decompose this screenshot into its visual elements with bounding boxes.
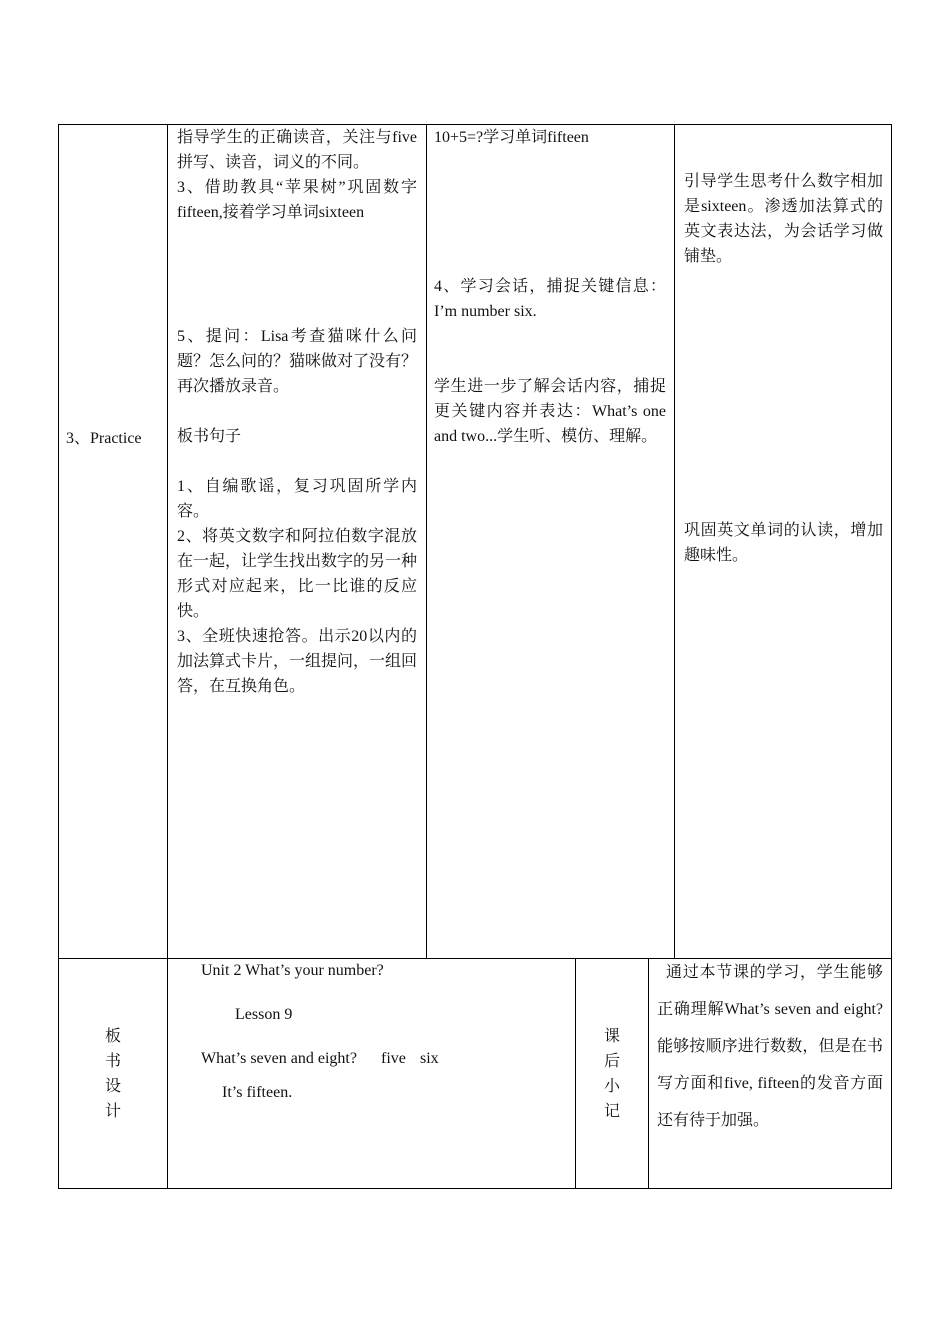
table-right-border [891,124,892,1189]
teacher-activity-song: 1、自编歌谣，复习巩固所学内容。 [177,478,417,520]
board-design-label [103,1024,123,1124]
column-divider-board [575,958,576,1189]
notes-label-char: 课 [603,1028,620,1045]
notes-label-char: 记 [603,1103,620,1120]
board-label-char: 设 [104,1078,121,1095]
board-label-char: 书 [104,1053,121,1070]
board-word-five: five [381,1050,406,1067]
board-lesson-title: Lesson 9 [235,1006,293,1023]
column-divider-teacher [426,124,427,959]
board-unit-title: Unit 2 What’s your number? [201,962,384,979]
notes-label-char: 小 [603,1078,620,1095]
board-answer: It’s fifteen. [222,1084,293,1101]
teacher-activity-1: 指导学生的正确读音，关注与five拼写、读音，词义的不同。 3、借助教具“苹果树”巩固数字fifteen,接着学习单词sixteen [177,125,417,225]
board-question: What’s seven and eight? [201,1050,357,1067]
student-activity-1: 10+5=?学习单词fifteen [434,129,589,146]
student-activity-2: 4、学习会话，捕捉关键信息：I’m number six. [434,278,666,320]
design-intent-2: 巩固英文单词的认读，增加趣味性。 [684,522,883,564]
student-activity-3: 学生进一步了解会话内容，捕捉更关键内容并表达：What’s one and two...学生听、模仿、理解。 [434,378,666,445]
board-word-six: six [420,1050,439,1067]
post-lesson-notes [657,954,883,1139]
board-label-char: 计 [104,1103,121,1120]
teacher-activity-quiz: 3、全班快速抢答。出示20以内的加法算式卡片，一组提问，一组回答，在互换角色。 [177,628,418,695]
teacher-activity-matching: 2、将英文数字和阿拉伯数字混放在一起，让学生找出数字的另一种形式对应起来，比一比谁的反应快。 [177,528,418,620]
stage-label [66,426,166,451]
column-divider-student [674,124,675,959]
column-divider-stage [167,124,168,1189]
teacher-activity-practice-list [177,474,417,699]
stage-label-text: 3、Practice [66,430,142,447]
table-bottom-border [58,1188,892,1189]
notes-label-char: 后 [603,1053,620,1070]
table-left-border [58,124,59,1189]
notes-label [602,1024,622,1124]
teacher-activity-3: 5、提问：Lisa考查猫咪什么问题？怎么问的？猫咪做对了没有？再次播放录音。 [177,328,418,395]
board-label-char: 板 [104,1028,121,1045]
teacher-activity-2: 3、借助教具“苹果树”巩固数字fifteen,接着学习单词sixteen [177,179,417,221]
teacher-activity-board: 板书句子 [177,428,242,445]
column-divider-notes [648,958,649,1189]
design-intent-1: 引导学生思考什么数字相加是sixteen。渗透加法算式的英文表达法，为会话学习做铺垫。 [684,173,883,265]
post-lesson-notes-text: 通过本节课的学习，学生能够正确理解What’s seven and eight?能够按顺序进行数数，但是在书写方面和five, fifteen的发音方面还有待于加强。 [657,964,883,1129]
